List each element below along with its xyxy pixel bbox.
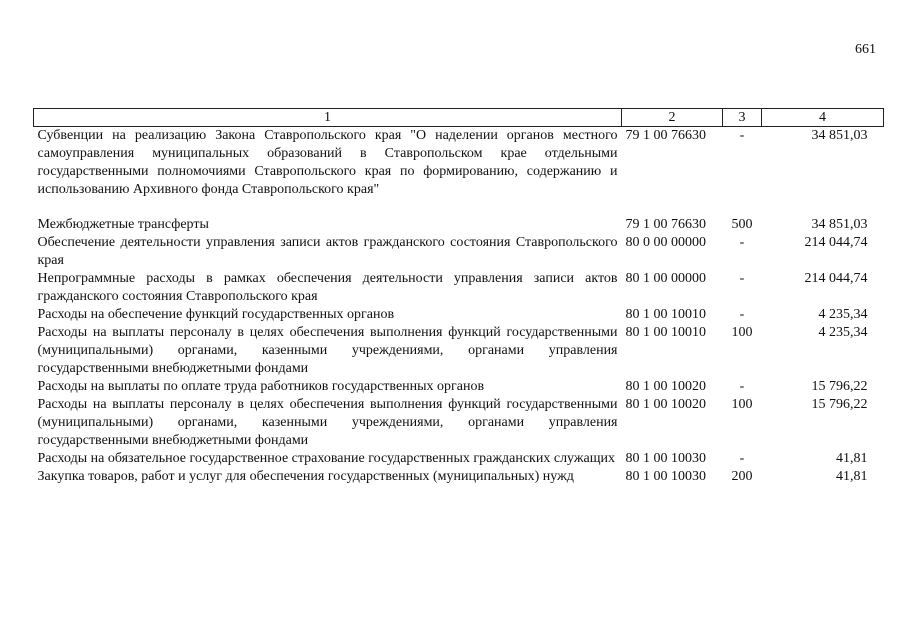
row-type: - bbox=[739, 379, 745, 394]
table-row bbox=[34, 199, 884, 234]
row-type: - bbox=[739, 235, 745, 250]
row-name: Расходы на обеспечение функций государственных органов bbox=[37, 307, 395, 322]
column-header-1: 1 bbox=[34, 109, 622, 127]
row-name: Закупка товаров, работ и услуг для обеспечения государственных (муниципальных) нужд bbox=[37, 469, 574, 484]
header-row bbox=[34, 109, 884, 127]
table-row bbox=[34, 450, 884, 468]
row-type: - bbox=[739, 307, 745, 322]
table-body bbox=[34, 127, 884, 487]
row-name: Расходы на обязательное государственное страхование государственных гражданских служащих bbox=[37, 451, 616, 466]
row-name: Обеспечение деятельности управления записи актов гражданского состояния Ставропольского края bbox=[37, 235, 618, 268]
table-row bbox=[34, 270, 884, 306]
row-type: 100 bbox=[731, 325, 753, 340]
table-header bbox=[34, 109, 884, 127]
row-type: 200 bbox=[731, 469, 753, 484]
row-amount: 214 044,74 bbox=[804, 235, 868, 250]
row-amount: 34 851,03 bbox=[811, 128, 868, 143]
row-amount: 41,81 bbox=[836, 451, 868, 466]
row-type: 100 bbox=[731, 397, 753, 412]
row-code: 80 1 00 10020 bbox=[625, 397, 706, 412]
column-header-3: 3 bbox=[723, 109, 762, 127]
table-row bbox=[34, 396, 884, 450]
column-header-2: 2 bbox=[622, 109, 723, 127]
row-name: Субвенции на реализацию Закона Ставропольского края "О наделении органов местного самоуправления муниципальных образований в Ставропольском крае отдельными государственными полномочиями Ставропольского края по формированию, содержанию и использованию Архивного фонда Ставропольского края" bbox=[37, 128, 618, 197]
row-type: - bbox=[739, 128, 745, 143]
row-code: 79 1 00 76630 bbox=[625, 128, 706, 143]
row-code: 80 1 00 00000 bbox=[625, 271, 706, 286]
table-row bbox=[34, 127, 884, 200]
budget-table bbox=[33, 108, 884, 486]
row-type: 500 bbox=[731, 217, 753, 232]
row-amount: 41,81 bbox=[836, 469, 868, 484]
row-code: 80 1 00 10010 bbox=[625, 325, 706, 340]
row-type: - bbox=[739, 271, 745, 286]
row-amount: 34 851,03 bbox=[811, 217, 868, 232]
row-code: 79 1 00 76630 bbox=[625, 217, 706, 232]
row-name: Непрограммные расходы в рамках обеспечения деятельности управления записи актов гражданского состояния Ставропольского края bbox=[37, 271, 618, 304]
table-row bbox=[34, 324, 884, 378]
row-amount: 15 796,22 bbox=[811, 397, 868, 412]
table-row bbox=[34, 234, 884, 270]
page-number: 661 bbox=[855, 42, 876, 57]
row-type: - bbox=[739, 451, 745, 466]
row-amount: 4 235,34 bbox=[818, 307, 868, 322]
row-amount: 4 235,34 bbox=[818, 325, 868, 340]
row-code: 80 0 00 00000 bbox=[625, 235, 706, 250]
row-code: 80 1 00 10030 bbox=[625, 469, 706, 484]
table-row bbox=[34, 306, 884, 324]
row-name: Расходы на выплаты персоналу в целях обеспечения выполнения функций государственными (муниципальными) органами, казенными учреждениями, органами управления государственными внебюджетными фондами bbox=[37, 397, 618, 448]
row-amount: 15 796,22 bbox=[811, 379, 868, 394]
row-code: 80 1 00 10010 bbox=[625, 307, 706, 322]
row-code: 80 1 00 10020 bbox=[625, 379, 706, 394]
row-name: Расходы на выплаты по оплате труда работников государственных органов bbox=[37, 379, 485, 394]
row-code: 80 1 00 10030 bbox=[625, 451, 706, 466]
row-name: Межбюджетные трансферты bbox=[37, 217, 209, 232]
column-header-4: 4 bbox=[762, 109, 884, 127]
table-row bbox=[34, 378, 884, 396]
table-row bbox=[34, 468, 884, 486]
row-amount: 214 044,74 bbox=[804, 271, 868, 286]
row-name: Расходы на выплаты персоналу в целях обеспечения выполнения функций государственными (муниципальными) органами, казенными учреждениями, органами управления государственными внебюджетными фондами bbox=[37, 325, 618, 376]
